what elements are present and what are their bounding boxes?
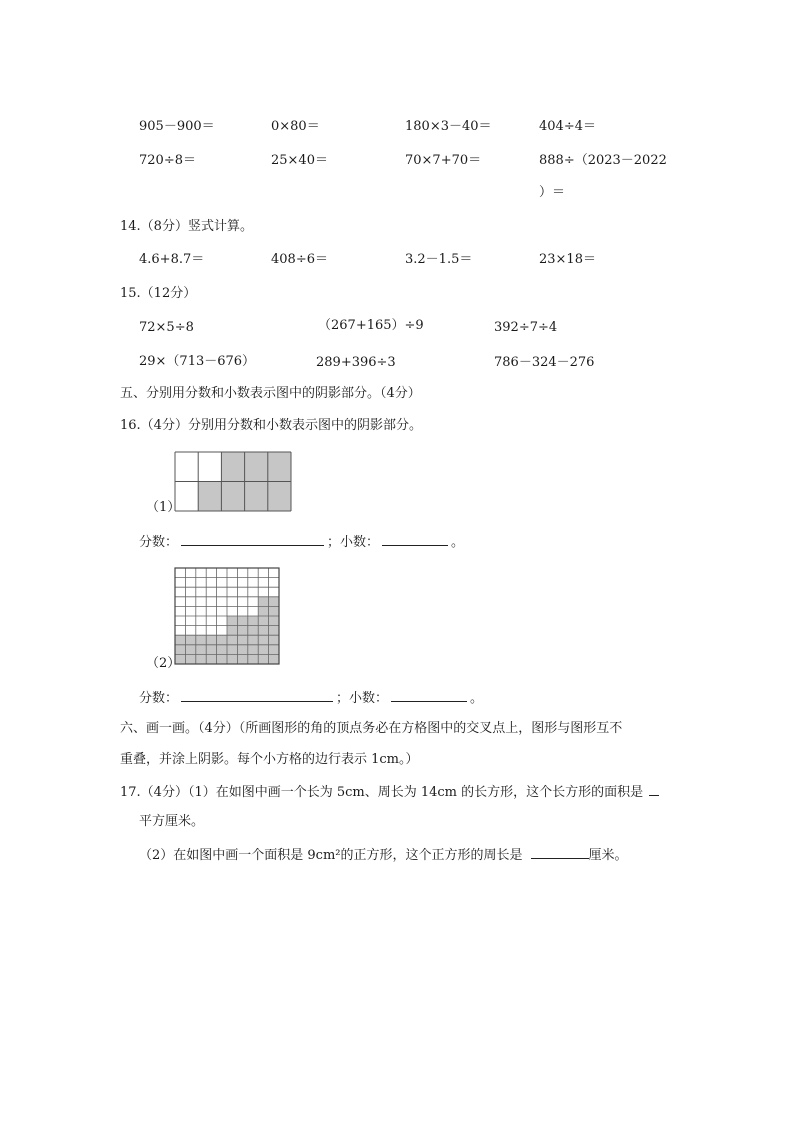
shaded-column — [217, 635, 227, 664]
figure-2-grid — [174, 567, 280, 665]
shaded-column — [237, 616, 247, 664]
q17-unit: 厘米。 — [588, 848, 628, 863]
separator: ； — [336, 691, 350, 706]
shaded-column — [258, 597, 268, 664]
shaded-cell — [268, 482, 291, 512]
q15-title: 15.（12分） — [120, 286, 197, 301]
decimal-blank[interactable] — [391, 689, 467, 702]
shaded-column — [248, 616, 258, 664]
section-6-line-1: 六、画一画。（4分）（所画图形的角的顶点务必在方格图中的交叉点上，图形与图形互不 — [120, 721, 623, 736]
section-5-title: 五、分别用分数和小数表示图中的阴影部分。（4分） — [120, 386, 421, 401]
q14-expr: 23×18＝ — [539, 252, 596, 267]
q17-line-2: 平方厘米。 — [139, 814, 205, 829]
q14-expr: 408÷6＝ — [271, 252, 328, 267]
shaded-cell — [245, 482, 268, 512]
end-mark: 。 — [451, 535, 465, 550]
q15-expr: 29×（713－676） — [139, 354, 256, 369]
q13-expr: 0×80＝ — [271, 119, 320, 134]
fraction-blank[interactable] — [181, 689, 333, 702]
q13-expr: 180×3－40＝ — [405, 119, 492, 134]
decimal-label: 小数： — [349, 691, 389, 706]
shaded-cell — [245, 452, 268, 482]
q13-expr: 720÷8＝ — [139, 153, 196, 168]
shaded-column — [196, 635, 206, 664]
perimeter-blank[interactable] — [531, 846, 589, 859]
q14-title: 14.（8分）竖式计算。 — [120, 219, 253, 234]
q17-text: （2）在如图中画一个面积是 9cm²的正方形，这个正方形的周长是 — [139, 848, 523, 863]
decimal-blank[interactable] — [382, 533, 448, 546]
q15-expr: 786－324－276 — [494, 355, 595, 370]
separator: ； — [327, 535, 341, 550]
q15-expr: 289+396÷3 — [316, 355, 396, 370]
end-mark: 。 — [470, 691, 484, 706]
section-6-line-2: 重叠，并涂上阴影。每个小方格的边行表示 1cm。） — [120, 752, 419, 767]
q16-title: 16.（4分）分别用分数和小数表示图中的阴影部分。 — [120, 418, 422, 433]
figure-2-label: （2） — [146, 656, 181, 671]
shaded-cell — [268, 452, 291, 482]
q14-expr: 3.2－1.5＝ — [405, 252, 473, 267]
q17-line-3 — [139, 846, 628, 864]
fraction-blank[interactable] — [181, 533, 324, 546]
shaded-cell — [198, 482, 221, 512]
q13-expr-tail: ）＝ — [539, 185, 566, 200]
q17-line-1 — [120, 783, 662, 801]
fraction-label: 分数： — [139, 691, 179, 706]
shaded-cell — [221, 482, 244, 512]
shaded-column — [269, 597, 279, 664]
fraction-label: 分数： — [139, 535, 179, 550]
q13-expr: 70×7+70＝ — [405, 153, 482, 168]
figure-1-label: （1） — [146, 500, 181, 515]
q15-expr: 392÷7÷4 — [494, 320, 558, 335]
q15-expr: （267+165）÷9 — [318, 318, 424, 333]
q15-expr: 72×5÷8 — [139, 320, 194, 335]
q17-text: 17.（4分）（1）在如图中画一个长为 5cm、周长为 14cm 的长方形，这个长方形的面积是 — [120, 785, 644, 800]
q13-expr: 404÷4＝ — [539, 119, 596, 134]
shaded-column — [206, 635, 216, 664]
shaded-column — [227, 616, 237, 664]
area-blank[interactable] — [649, 783, 659, 796]
figure-1-grid — [174, 451, 292, 512]
shaded-cell — [221, 452, 244, 482]
q13-expr: 25×40＝ — [271, 153, 328, 168]
q13-expr: 888÷（2023－2022 — [539, 153, 667, 168]
shaded-column — [185, 635, 195, 664]
q13-expr: 905－900＝ — [139, 119, 215, 134]
q14-expr: 4.6+8.7＝ — [139, 252, 205, 267]
decimal-label: 小数： — [340, 535, 380, 550]
